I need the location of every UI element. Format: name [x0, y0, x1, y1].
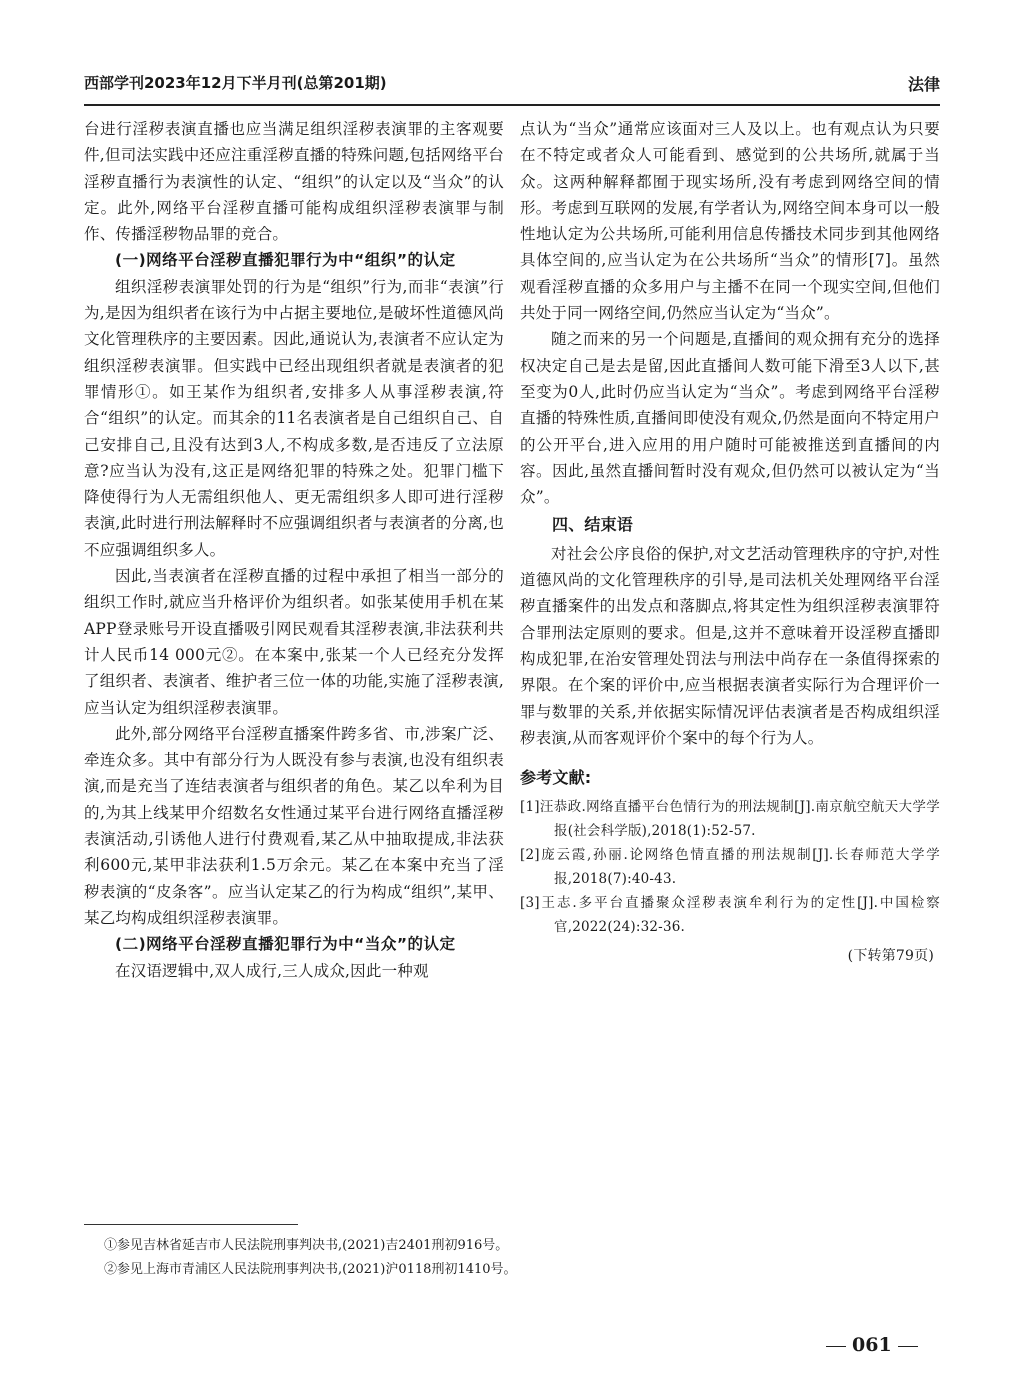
footnote: ②参见上海市青浦区人民法院刑事判决书,(2021)沪0118刑初1410号。	[104, 1262, 517, 1277]
paragraph: 此外,部分网络平台淫秽直播案件跨多省、市,涉案广泛、牵连众多。其中有部分行为人既没有参与表演,也没有组织表演,而是充当了连结表演者与组织者的角色。某乙以牟利为目的,为其上线某甲介绍数名女性通过某平台进行网络直播淫秽表演活动,引诱他人进行付费观看,某乙从中抽取提成,非法获利600元,某甲非法获利1.5万余元。某乙在本案中充当了淫秽表演的“皮条客”。应当认定某乙的行为构成“组织”,某甲、某乙均构成组织淫秽表演罪。	[84, 724, 504, 927]
paragraph: 点认为“当众”通常应该面对三人及以上。也有观点认为只要在不特定或者众人可能看到、感觉到的公共场所,就属于当众。这两种解释都囿于现实场所,没有考虑到网络空间的情形。考虑到互联网的发展,有学者认为,网络空间本身可以一般性地认定为公共场所,可能利用信息传播技术同步到其他网络具体空间的,应当认定为在公共场所“当众”的情形[7]。虽然观看淫秽直播的众多用户与主播不在同一个现实空间,但他们共处于同一网络空间,仍然应当认定为“当众”。	[520, 120, 940, 323]
section-name: 法律	[907, 75, 940, 94]
paragraph: 在汉语逻辑中,双人成行,三人成众,因此一种观	[115, 961, 429, 980]
page-header	[84, 70, 940, 106]
dash-left	[826, 1346, 846, 1347]
paragraph: 对社会公序良俗的保护,对文艺活动管理秩序的守护,对性道德风尚的文化管理秩序的引导,是司法机关处理网络平台淫秽直播案件的出发点和落脚点,将其定性为组织淫秽表演罪符合罪刑法定原则的要求。但是,这并不意味着开设淫秽直播即构成犯罪,在治安管理处罚法与刑法中尚存在一条值得探索的界限。在个案的评价中,应当根据表演者实际行为合理评价一罪与数罪的关系,并依据实际情况评估表演者是否构成组织淫秽表演,从而客观评价个案中的每个行为人。	[520, 544, 940, 747]
paragraph: 随之而来的另一个问题是,直播间的观众拥有充分的选择权决定自己是去是留,因此直播间人数可能下滑至3人以下,甚至变为0人,此时仍应当认定为“当众”。考虑到网络平台淫秽直播的特殊性质,直播间即使没有观众,仍然是面向不特定用户的公开平台,进入应用的用户随时可能被推送到直播间的内容。因此,虽然直播间暂时没有观众,但仍然可以被认定为“当众”。	[520, 330, 940, 507]
references-title: 参考文献:	[520, 768, 592, 788]
page-number: 061	[852, 1334, 892, 1356]
reference-item: [1]汪恭政.网络直播平台色情行为的刑法规制[J].南京航空航天大学学报(社会科学版),2018(1):52-57.	[520, 799, 940, 840]
continued-note: (下转第79页)	[847, 948, 934, 965]
paragraph: 因此,当表演者在淫秽直播的过程中承担了相当一部分的组织工作时,就应当升格评价为组织者。如张某使用手机在某APP登录账号开设直播吸引网民观看其淫秽表演,非法获利共计人民币14 000元②。在本案中,张某一个人已经充分发挥了组织者、表演者、维护者三位一体的功能,实施了淫秽表演,应当认定为组织淫秽表演罪。	[84, 567, 504, 717]
footnote-divider	[84, 1224, 298, 1225]
section-heading: 四、结束语	[552, 515, 634, 535]
right-column	[520, 116, 940, 970]
journal-title: 西部学刊2023年12月下半月刊(总第201期)	[84, 74, 387, 92]
left-column	[84, 116, 504, 984]
dash-right	[898, 1346, 918, 1347]
references-list	[520, 795, 940, 939]
footnote: ①参见吉林省延吉市人民法院刑事判决书,(2021)吉2401刑初916号。	[104, 1238, 509, 1253]
subsection-heading: (一)网络平台淫秽直播犯罪行为中“组织”的认定	[115, 251, 456, 270]
subsection-heading: (二)网络平台淫秽直播犯罪行为中“当众”的认定	[115, 935, 456, 954]
reference-item: [3]王志.多平台直播聚众淫秽表演牟利行为的定性[J].中国检察官,2022(24):32-36.	[520, 895, 940, 936]
paragraph: 组织淫秽表演罪处罚的行为是“组织”行为,而非“表演”行为,是因为组织者在该行为中占据主要地位,是破坏性道德风尚文化管理秩序的主要因素。因此,通说认为,表演者不应认定为组织淫秽表演罪。但实践中已经出现组织者就是表演者的犯罪情形①。如王某作为组织者,安排多人从事淫秽表演,符合“组织”的认定。而其余的11名表演者是自己组织自己、自己安排自己,且没有达到3人,不构成多数,是否违反了立法原意?应当认为没有,这正是网络犯罪的特殊之处。犯罪门槛下降使得行为人无需组织他人、更无需组织多人即可进行淫秽表演,此时进行刑法解释时不应强调组织者与表演者的分离,也不应强调组织多人。	[84, 277, 504, 559]
paragraph: 台进行淫秽表演直播也应当满足组织淫秽表演罪的主客观要件,但司法实践中还应注重淫秽直播的特殊问题,包括网络平台淫秽直播行为表演性的认定、“组织”的认定以及“当众”的认定。此外,网络平台淫秽直播可能构成组织淫秽表演罪与制作、传播淫秽物品罪的竞合。	[84, 120, 504, 244]
page-number-block	[820, 1334, 924, 1356]
reference-item: [2]庞云霞,孙丽.论网络色情直播的刑法规制[J].长春师范大学学报,2018(7):40-43.	[520, 847, 940, 888]
footnotes	[104, 1234, 517, 1282]
